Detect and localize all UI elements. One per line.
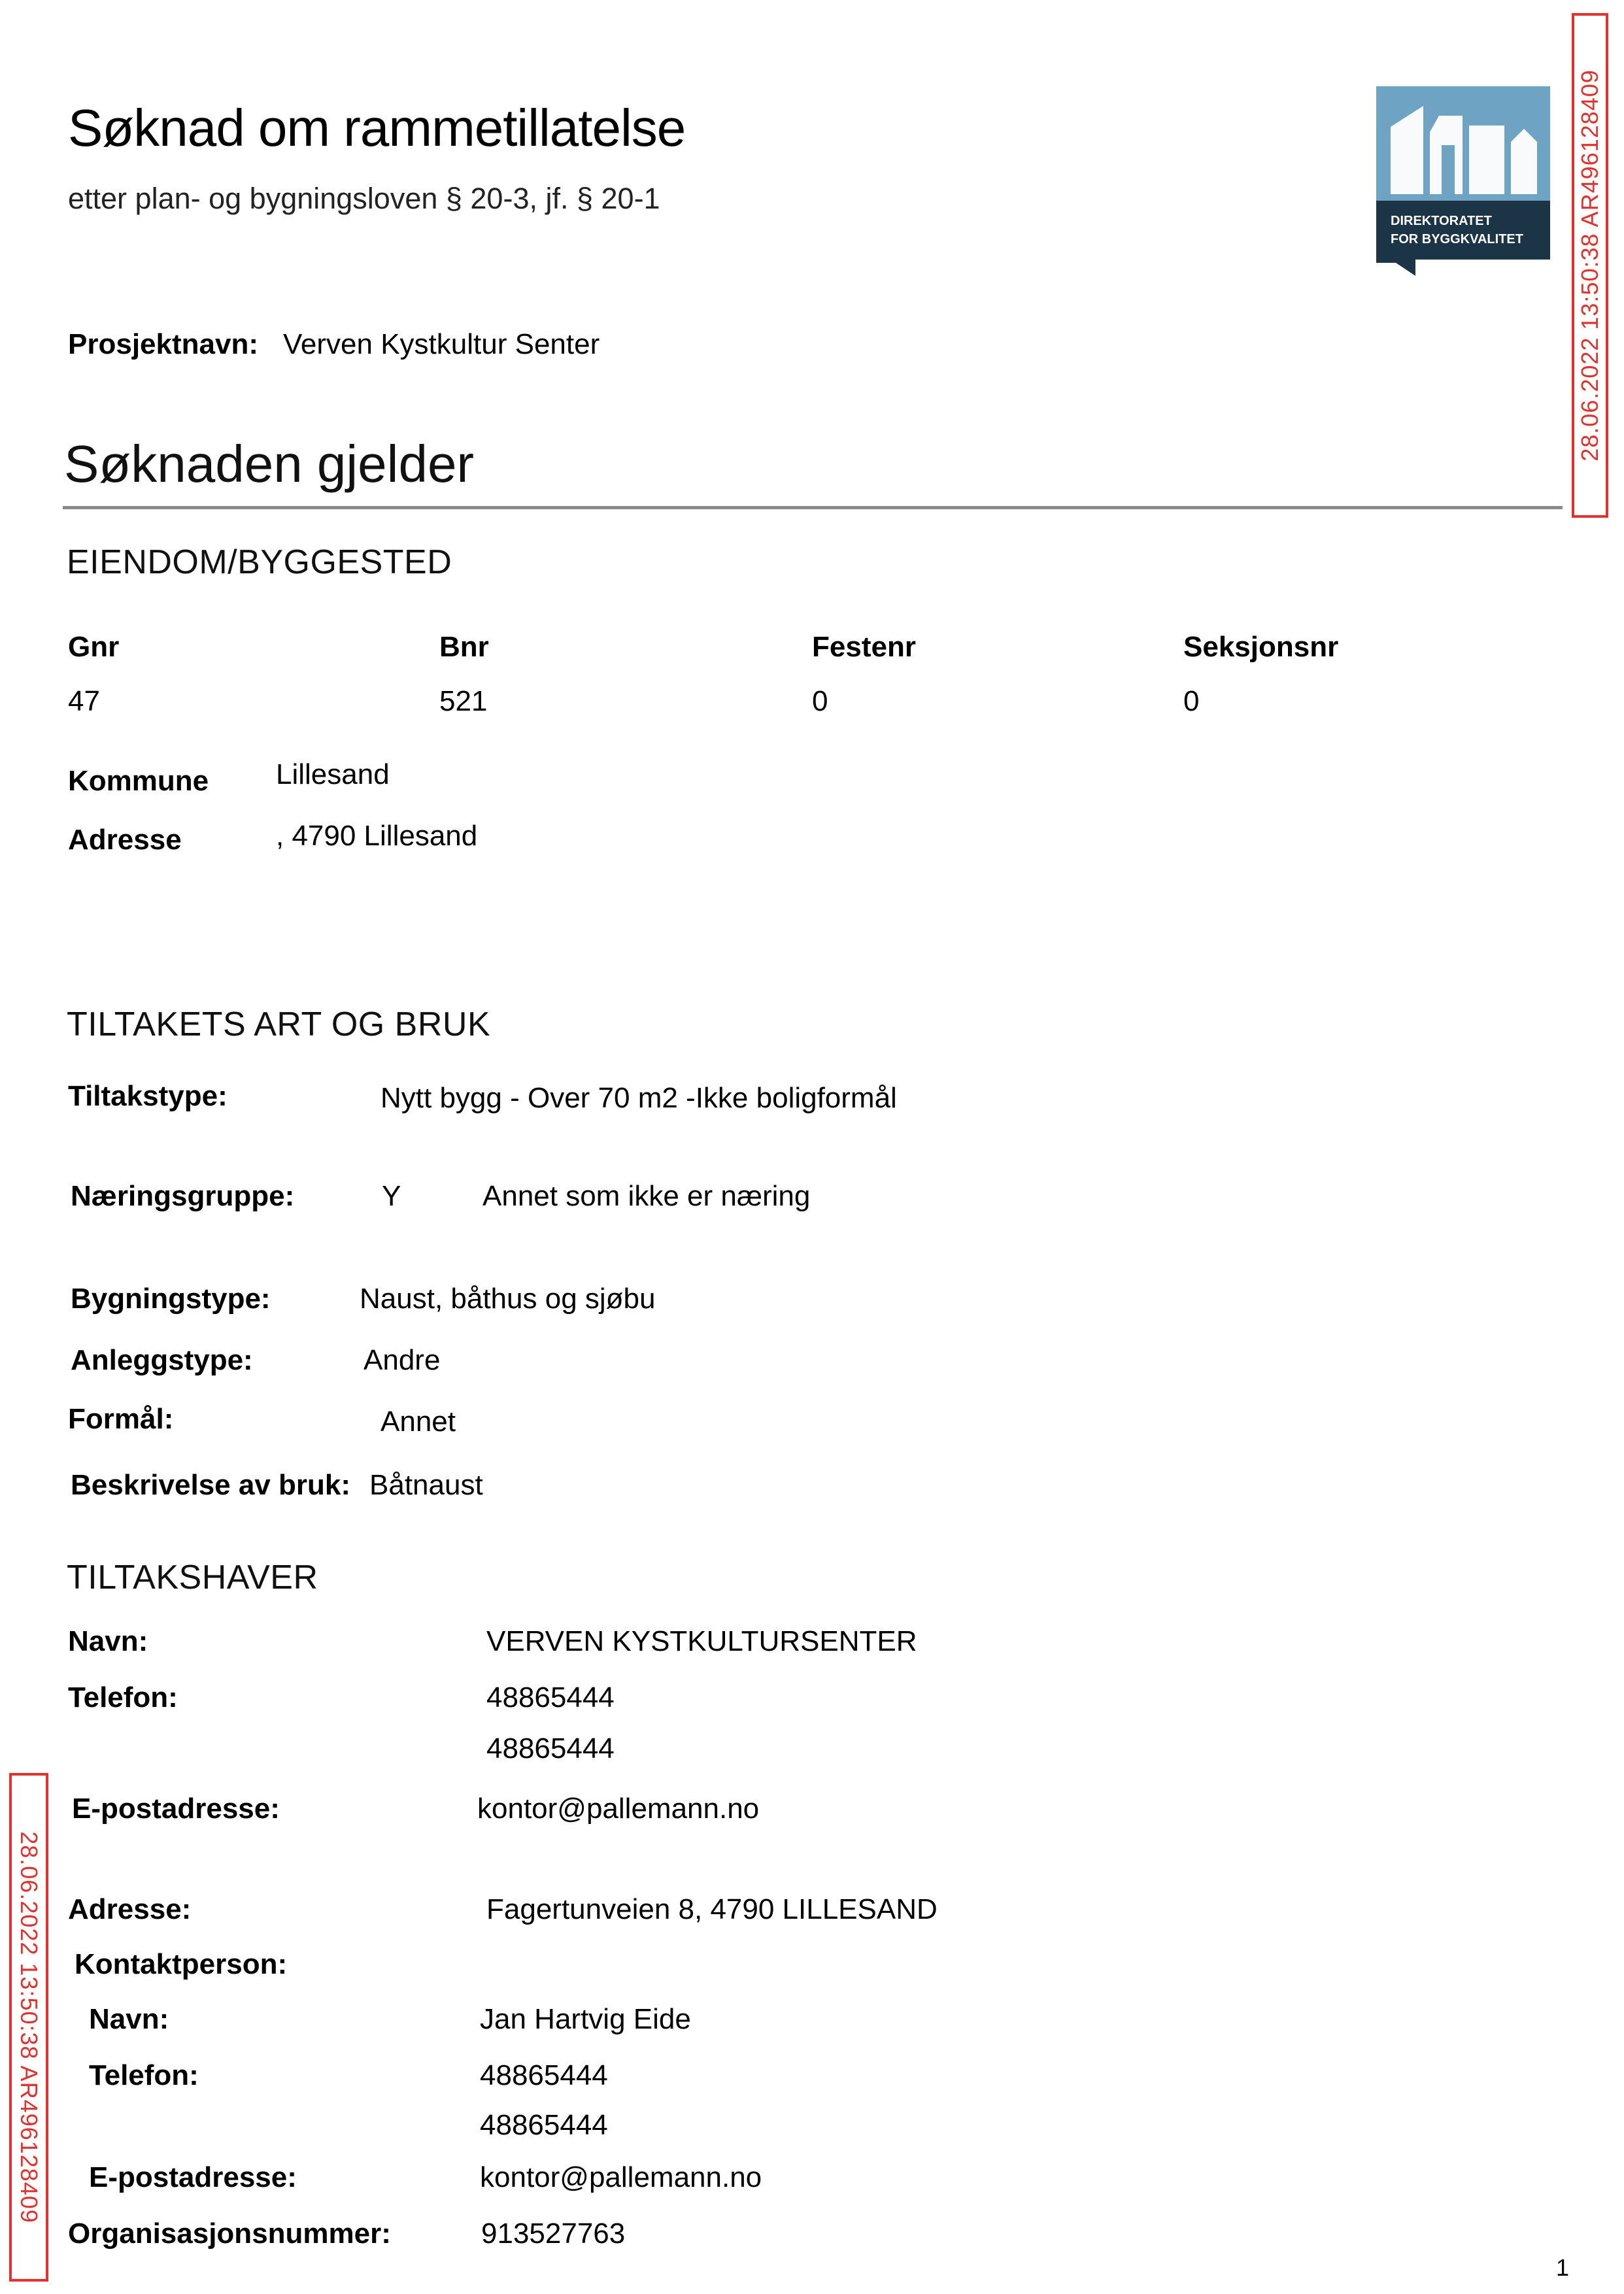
festenr-value: 0 — [812, 685, 828, 717]
project-name-label: Prosjektnavn: — [68, 328, 258, 360]
telefon-value-1: 48865444 — [486, 1681, 615, 1713]
tiltakshaver-heading: TILTAKSHAVER — [67, 1559, 318, 1596]
tiltakstype-value: Nytt bygg - Over 70 m2 -Ikke boligformål — [381, 1082, 897, 1114]
project-name-value: Verven Kystkultur Senter — [283, 328, 600, 360]
page-number: 1 — [1556, 2254, 1570, 2281]
tiltakstype-label: Tiltakstype: — [68, 1080, 228, 1112]
festenr-label: Festenr — [812, 631, 916, 663]
navn-value: VERVEN KYSTKULTURSENTER — [486, 1625, 917, 1657]
formal-label: Formål: — [68, 1403, 174, 1435]
kontakt-epost-label: E-postadresse: — [89, 2161, 297, 2193]
navn-label: Navn: — [68, 1625, 148, 1657]
adresse-label: Adresse — [68, 824, 182, 856]
organisasjonsnummer-label: Organisasjonsnummer: — [68, 2218, 391, 2250]
archive-stamp-left — [9, 1773, 48, 2282]
adresse-value: , 4790 Lillesand — [276, 820, 478, 852]
gnr-label: Gnr — [68, 631, 120, 663]
archive-stamp-left-text: 28.06.2022 13:50:38 AR496128409 — [16, 1831, 42, 2223]
beskrivelse-value: Båtnaust — [369, 1469, 483, 1501]
kontakt-telefon-value-1: 48865444 — [480, 2059, 608, 2091]
kontakt-navn-label: Navn: — [89, 2003, 169, 2035]
beskrivelse-label: Beskrivelse av bruk: — [71, 1469, 351, 1501]
anleggstype-label: Anleggstype: — [71, 1344, 253, 1376]
kontakt-telefon-value-2: 48865444 — [480, 2109, 608, 2141]
tiltakshaver-adresse-label: Adresse: — [68, 1893, 192, 1925]
kommune-value: Lillesand — [276, 758, 390, 790]
naeringsgruppe-code: Y — [382, 1180, 401, 1212]
bnr-label: Bnr — [439, 631, 489, 663]
tiltak-heading: TILTAKETS ART OG BRUK — [67, 1005, 491, 1043]
kontakt-navn-value: Jan Hartvig Eide — [480, 2003, 691, 2035]
dibk-logo — [1376, 86, 1550, 276]
eiendom-heading: EIENDOM/BYGGESTED — [67, 543, 452, 581]
telefon-label: Telefon: — [68, 1681, 178, 1713]
formal-value: Annet — [381, 1406, 456, 1438]
archive-stamp-right-text: 28.06.2022 13:50:38 AR496128409 — [1576, 69, 1603, 462]
document-subtitle: etter plan- og bygningsloven § 20-3, jf. § 20-1 — [68, 182, 660, 215]
seksjonsnr-label: Seksjonsnr — [1183, 631, 1339, 663]
anleggstype-value: Andre — [364, 1344, 441, 1376]
logo-text-line1: DIREKTORATET — [1391, 214, 1492, 228]
bygningstype-label: Bygningstype: — [71, 1283, 271, 1315]
logo-text-line2: FOR BYGGKVALITET — [1391, 232, 1523, 246]
soknaden-heading: Søknaden gjelder — [64, 435, 475, 493]
epost-value: kontor@pallemann.no — [477, 1793, 760, 1825]
tiltakshaver-adresse-value: Fagertunveien 8, 4790 LILLESAND — [486, 1893, 938, 1925]
heading-divider — [63, 506, 1563, 509]
seksjonsnr-value: 0 — [1183, 685, 1200, 717]
telefon-value-2: 48865444 — [486, 1732, 615, 1764]
archive-stamp-right — [1572, 13, 1608, 518]
document-title: Søknad om rammetillatelse — [68, 99, 686, 157]
bygningstype-value: Naust, båthus og sjøbu — [360, 1283, 656, 1315]
kontaktperson-label: Kontaktperson: — [75, 1948, 288, 1980]
kontakt-epost-value: kontor@pallemann.no — [480, 2161, 762, 2193]
kommune-label: Kommune — [68, 765, 209, 797]
organisasjonsnummer-value: 913527763 — [481, 2218, 626, 2250]
kontakt-telefon-label: Telefon: — [89, 2059, 199, 2091]
bnr-value: 521 — [439, 685, 488, 717]
epost-label: E-postadresse: — [72, 1793, 280, 1825]
naeringsgruppe-value: Annet som ikke er næring — [482, 1180, 811, 1212]
naeringsgruppe-label: Næringsgruppe: — [71, 1180, 295, 1212]
gnr-value: 47 — [68, 685, 100, 717]
